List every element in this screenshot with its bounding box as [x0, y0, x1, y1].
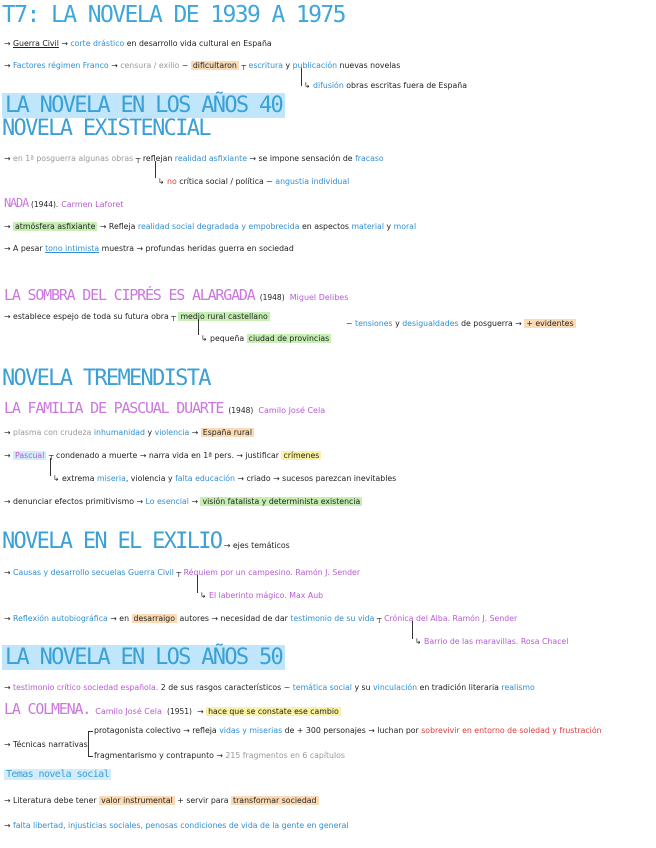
sombra-line-2: ↳ pequeña ciudad de provincias	[201, 334, 330, 343]
section-title-exilio: NOVELA EN EL EXILIO → ejes temáticos	[2, 529, 290, 554]
book-sombra: LA SOMBRA DEL CIPRÉS ES ALARGADA (1948) Miguel Delibes	[4, 286, 349, 304]
s50-line-1: → testimonio crítico sociedad española. 2 de sus rasgos característicos ~ temática social y su vinculación en tradición literaria realismo	[4, 683, 535, 692]
existencial-line-1: → en 1ª posguerra algunas obras ┬ reflejan realidad asfixiante → se impone sensación de fracaso	[4, 154, 384, 163]
trem-line-2: → Pascual ┬ condenado a muerte → narra vida en 1ª pers. → justificar crímenes	[4, 451, 320, 460]
exilio-line-4: ↳ Barrio de las maravillas. Rosa Chacel	[415, 637, 569, 646]
section-title-50: LA NOVELA EN LOS AÑOS 50	[2, 646, 285, 670]
trem-line-4: → denunciar efectos primitivismo → Lo esencial → visión fatalista y determinista existencia	[4, 497, 361, 506]
temas-line-2: → falta libertad, injusticias sociales, penosas condiciones de vida de la gente en general	[4, 821, 349, 830]
sombra-consequence: ~ tensiones y desigualdades de posguerra → + evidentes	[346, 319, 574, 328]
nada-line-2: → A pesar tono intimista muestra → profundas heridas guerra en sociedad	[4, 244, 294, 253]
section-title-40: LA NOVELA EN LOS AÑOS 40	[2, 94, 285, 118]
book-nada: NADA (1944). Carmen Laforet	[4, 196, 124, 210]
temas-line-1: → Literatura debe tener valor instrumental + servir para transformar sociedad	[4, 796, 317, 805]
tecnicas-line-1: protagonista colectivo → refleja vidas y miserias de + 300 personajes → luchan por sobrevivir en entorno de soledad y frustración	[94, 726, 602, 735]
book-pascual-duarte: LA FAMILIA DE PASCUAL DUARTE (1948) Camilo José Cela	[4, 399, 326, 417]
tecnicas-label: → Técnicas narrativas	[4, 740, 88, 749]
page-title: T7: LA NOVELA DE 1939 A 1975	[2, 2, 345, 28]
tecnicas-line-2: fragmentarismo y contrapunto → 215 fragmentos en 6 capítulos	[94, 751, 345, 760]
exilio-line-2: ↳ El laberinto mágico. Max Aub	[200, 591, 324, 600]
nada-line-1: → atmósfera asfixiante → Refleja realidad social degradada y empobrecida en aspectos material y moral	[4, 222, 417, 231]
section-title-tremendista: NOVELA TREMENDISTA	[2, 366, 210, 391]
temas-title: Temas novela social	[6, 769, 109, 780]
bracket	[88, 731, 93, 757]
intro-line-3: ↳ difusión obras escritas fuera de España	[304, 81, 467, 90]
existencial-line-2: ↳ no crítica social / política ~ angustia individual	[158, 177, 350, 186]
intro-line-2: → Factores régimen Franco → censura / exilio ~ dificultaron ┬ escritura y publicación nuevas novelas	[4, 61, 401, 70]
exilio-line-1: → Causas y desarrollo secuelas Guerra Civil ┬ Réquiem por un campesino. Ramón J. Sender	[4, 568, 361, 577]
sombra-line-1: → establece espejo de toda su futura obra ┬ medio rural castellano	[4, 312, 268, 321]
trem-line-1: → plasma con crudeza inhumanidad y violencia → España rural	[4, 428, 252, 437]
trem-line-3: ↳ extrema miseria, violencia y falta educación → criado → sucesos parezcan inevitables	[53, 474, 397, 483]
exilio-line-3: → Reflexión autobiográfica → en desarraigo autores → necesidad de dar testimonio de su vida ┬ Crónica del Alba. Ramón J. Sender	[4, 614, 518, 623]
book-la-colmena: LA COLMENA. Camilo José Cela (1951) → hace que se constate ese cambio	[4, 700, 339, 718]
intro-line-1: → Guerra Civil → corte drástico en desarrollo vida cultural en España	[4, 39, 272, 48]
subsection-novela-existencial: NOVELA EXISTENCIAL	[2, 116, 210, 141]
